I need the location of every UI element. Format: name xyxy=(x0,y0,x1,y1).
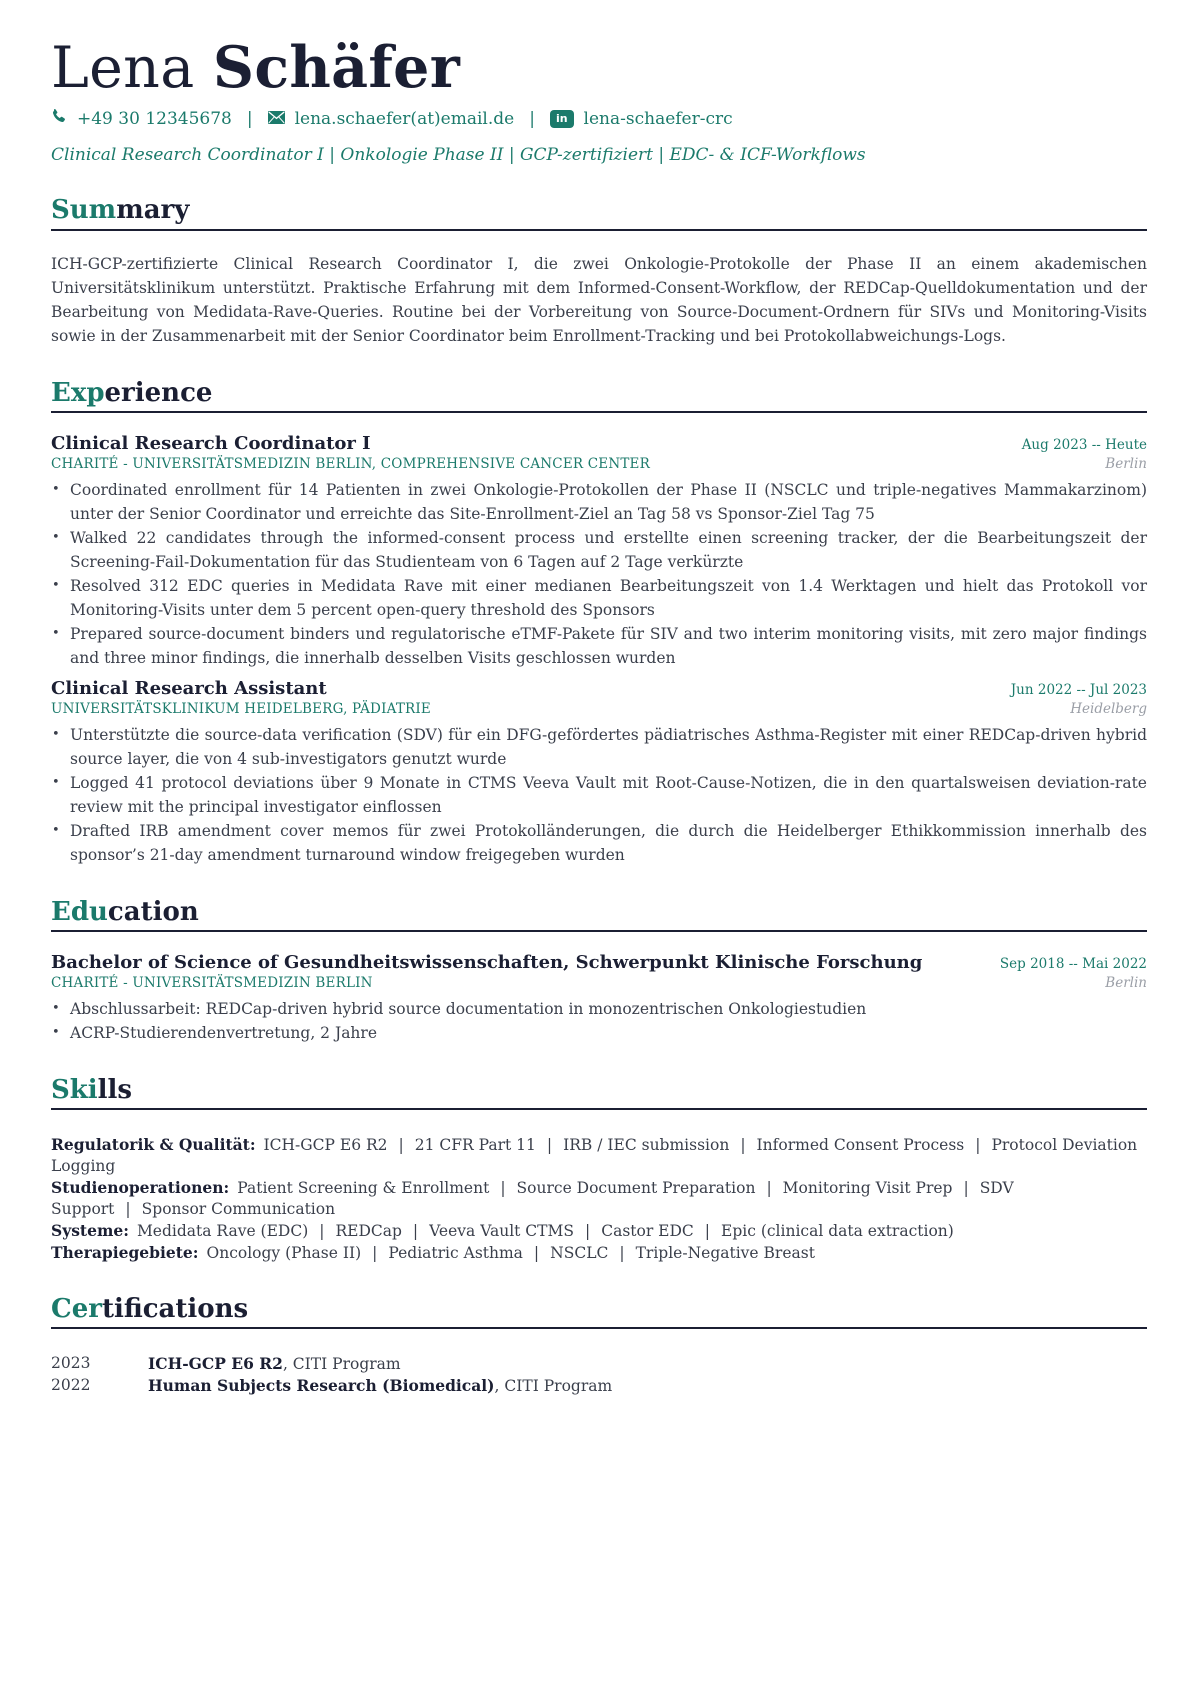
cert-issuer: , CITI Program xyxy=(494,1377,613,1396)
skill-separator: | xyxy=(319,1222,325,1241)
skill-separator: | xyxy=(619,1244,625,1263)
skill-item: 21 CFR Part 11 xyxy=(414,1136,536,1155)
section-title-rest: lls xyxy=(97,1074,133,1105)
skill-row xyxy=(51,1220,1147,1242)
section-title-rest: tifications xyxy=(101,1294,249,1325)
skill-item: Epic (clinical data extraction) xyxy=(721,1222,954,1241)
skill-item: SDV Support xyxy=(51,1179,1014,1219)
job-title: Clinical Research Coordinator I xyxy=(51,432,371,454)
job-dates: Jun 2022 -- Jul 2023 xyxy=(1010,681,1147,698)
cert-name: ICH-GCP E6 R2 xyxy=(148,1354,283,1374)
section-title-education xyxy=(51,897,1147,932)
section-title-rest: erience xyxy=(104,377,213,408)
job-header xyxy=(51,433,1147,454)
bullet-item: • Logged 41 protocol deviations über 9 Monate in CTMS Veeva Vault mit Root-Cause-Notizen, die in den quartalsweisen deviation-rate review mit the principal investigator einflossen xyxy=(51,771,1147,819)
job-subheader xyxy=(51,456,1147,472)
skill-row xyxy=(51,1177,1147,1220)
skill-item: Source Document Preparation xyxy=(516,1179,756,1198)
skills-list xyxy=(51,1134,1147,1264)
section-title-accent: Exp xyxy=(51,377,105,408)
job-organization: CHARITÉ - UNIVERSITÄTSMEDIZIN BERLIN, COMPREHENSIVE CANCER CENTER xyxy=(51,455,650,472)
skill-separator: | xyxy=(398,1136,404,1155)
education-bullets xyxy=(51,997,1147,1045)
summary-text: ICH-GCP-zertifizierte Clinical Research Coordinator I, die zwei Onkologie-Protokolle der Phase II an einem akademischen Universitätsklinikum unterstützt. Praktische Erfahrung mit dem Informed-Consent-Workflow, der REDCap-Quelldokumentation und der Bearbeitung von Medidata-Rave-Queries. Routine bei der Vorbereitung von Source-Document-Ordnern für SIVs und Monitoring-Visits sowie in der Zusammenarbeit mit der Senior Coordinator beim Enrollment-Tracking und bei Protokollabweichungs-Logs. xyxy=(51,254,1147,345)
job-header xyxy=(51,678,1147,699)
bullet-item: • Walked 22 candidates through the informed-consent process und erstellte einen screening tracker, der die Bearbeitungszeit der Screening-Fail-Dokumentation für das Studienteam von 6 Tagen auf 2 Tage verkürzte xyxy=(51,526,1147,574)
skill-item: Patient Screening & Enrollment xyxy=(237,1179,490,1198)
skill-item: Veeva Vault CTMS xyxy=(429,1222,574,1241)
cert-name: Human Subjects Research (Biomedical) xyxy=(148,1376,495,1396)
skill-separator: | xyxy=(704,1222,711,1241)
summary-section xyxy=(51,195,1147,347)
phone-number: +49 30 12345678 xyxy=(77,108,232,129)
phone-item[interactable] xyxy=(51,108,232,129)
job-bullets xyxy=(51,478,1147,670)
linkedin-item[interactable] xyxy=(550,109,733,129)
skill-row xyxy=(51,1134,1147,1177)
tagline: Clinical Research Coordinator I | Onkologie Phase II | GCP-zertifiziert | EDC- & ICF-Workflows xyxy=(51,145,866,166)
skill-category: Therapiegebiete: xyxy=(51,1243,199,1263)
section-title-summary xyxy=(51,195,1147,230)
education-location: Berlin xyxy=(1105,974,1147,991)
envelope-icon xyxy=(268,109,285,129)
degree-title: Bachelor of Science of Gesundheitswissenschaften, Schwerpunkt Klinische Forschung xyxy=(51,951,923,973)
bullet-item: • Unterstützte die source-data verification (SDV) für ein DFG-gefördertes pädiatrisches Asthma-Register mit einer REDCap-driven hybrid source layer, die von 4 sub-investigators genutzt wurde xyxy=(51,723,1147,771)
skill-item: REDCap xyxy=(335,1222,402,1241)
contact-separator: | xyxy=(246,108,253,129)
bullet-item: • Drafted IRB amendment cover memos für zwei Protokolländerungen, die durch die Heidelberger Ethikkommission innerhalb des sponsor’s 21-day amendment turnaround window freigegeben wurden xyxy=(51,819,1147,867)
linkedin-handle: lena-schaefer-crc xyxy=(583,108,733,129)
phone-icon xyxy=(51,108,67,129)
skill-separator: | xyxy=(766,1179,772,1198)
certifications-list xyxy=(51,1353,1147,1397)
skill-item: Monitoring Visit Prep xyxy=(782,1179,953,1198)
skill-separator: | xyxy=(372,1244,378,1263)
skill-separator: | xyxy=(500,1179,506,1198)
education-entry xyxy=(51,952,1147,1045)
job-entry xyxy=(51,678,1147,867)
education-subheader xyxy=(51,975,1147,991)
section-title-rest: cation xyxy=(107,896,199,927)
linkedin-icon: in xyxy=(550,110,574,128)
first-name: Lena xyxy=(51,35,195,101)
skill-category: Regulatorik & Qualität: xyxy=(51,1135,256,1155)
skill-separator: | xyxy=(546,1136,553,1155)
job-title: Clinical Research Assistant xyxy=(51,677,327,699)
education-institution: CHARITÉ - UNIVERSITÄTSMEDIZIN BERLIN xyxy=(51,974,373,991)
skill-separator: | xyxy=(740,1136,746,1155)
skill-item: Oncology (Phase II) xyxy=(206,1244,362,1263)
bullet-item: • Resolved 312 EDC queries in Medidata Rave mit einer medianen Bearbeitungszeit von 1.4 Werktagen und hielt das Protokoll vor Monitoring-Visits unter dem 5 percent open-query threshold des Sponsors xyxy=(51,574,1147,622)
skill-item: NSCLC xyxy=(550,1244,609,1263)
job-location: Heidelberg xyxy=(1070,700,1147,717)
section-title-accent: Ski xyxy=(51,1074,98,1105)
skill-item: ICH-GCP E6 R2 xyxy=(263,1136,388,1155)
certifications-section xyxy=(51,1294,1147,1397)
skill-item: Castor EDC xyxy=(601,1222,694,1241)
section-title-accent: Cer xyxy=(51,1294,102,1325)
section-title-accent: Edu xyxy=(51,896,108,927)
education-header xyxy=(51,952,1147,973)
last-name: Schäfer xyxy=(212,34,461,101)
skill-separator: | xyxy=(585,1222,591,1241)
bullet-item: • Coordinated enrollment für 14 Patienten in zwei Onkologie-Protokollen der Phase II (NSCLC und triple-negatives Mammakarzinom) unter der Senior Coordinator und erreichte das Site-Enrollment-Ziel an Tag 58 vs Sponsor-Ziel Tag 75 xyxy=(51,478,1147,526)
skill-item: Pediatric Asthma xyxy=(388,1244,523,1263)
cert-year: 2022 xyxy=(51,1376,91,1395)
job-entry xyxy=(51,433,1147,670)
experience-section xyxy=(51,378,1147,867)
skill-item: Sponsor Communication xyxy=(141,1200,336,1219)
skill-row xyxy=(51,1242,1147,1264)
cert-year: 2023 xyxy=(51,1354,91,1373)
job-location: Berlin xyxy=(1105,455,1147,472)
job-bullets xyxy=(51,723,1147,867)
resume-content xyxy=(51,34,1147,1397)
skill-category: Systeme: xyxy=(51,1221,129,1241)
cert-row xyxy=(51,1375,1147,1397)
skill-separator: | xyxy=(412,1222,419,1241)
skill-separator: | xyxy=(533,1244,540,1263)
skill-separator: | xyxy=(125,1200,131,1219)
candidate-name xyxy=(51,34,1147,101)
skill-item: Triple-Negative Breast xyxy=(635,1244,815,1263)
job-dates: Aug 2023 -- Heute xyxy=(1021,436,1147,453)
section-title-accent: Sum xyxy=(51,195,117,226)
section-title-experience xyxy=(51,378,1147,413)
contact-separator: | xyxy=(529,108,535,129)
skill-item: Protocol Deviation Logging xyxy=(51,1136,1138,1176)
cert-issuer: , CITI Program xyxy=(282,1355,401,1374)
job-organization: UNIVERSITÄTSKLINIKUM HEIDELBERG, PÄDIATRIE xyxy=(51,700,431,717)
bullet-item: • Abschlussarbeit: REDCap-driven hybrid source documentation in monozentrischen Onkologiestudien xyxy=(51,997,1147,1021)
skill-separator: | xyxy=(975,1136,981,1155)
contact-line xyxy=(51,108,1147,129)
skill-item: Informed Consent Process xyxy=(756,1136,965,1155)
section-title-skills xyxy=(51,1075,1147,1110)
skill-separator: | xyxy=(963,1179,969,1198)
email-item[interactable] xyxy=(268,109,515,129)
skills-section xyxy=(51,1075,1147,1264)
skill-category: Studienoperationen: xyxy=(51,1178,230,1198)
education-dates: Sep 2018 -- Mai 2022 xyxy=(999,955,1147,972)
section-title-rest: mary xyxy=(116,195,190,226)
education-section xyxy=(51,897,1147,1045)
job-subheader xyxy=(51,701,1147,717)
bullet-item: • ACRP-Studierendenvertretung, 2 Jahre xyxy=(51,1021,1147,1045)
skill-item: IRB / IEC submission xyxy=(563,1136,730,1155)
cert-row xyxy=(51,1353,1147,1375)
bullet-item: • Prepared source-document binders und regulatorische eTMF-Pakete für SIV and two interim monitoring visits, mit zero major findings and three minor findings, die innerhalb desselben Visits geschlossen wurden xyxy=(51,622,1147,670)
section-title-certifications xyxy=(51,1294,1147,1329)
email-address: lena.schaefer(at)email.de xyxy=(294,108,515,129)
skill-item: Medidata Rave (EDC) xyxy=(136,1222,309,1241)
